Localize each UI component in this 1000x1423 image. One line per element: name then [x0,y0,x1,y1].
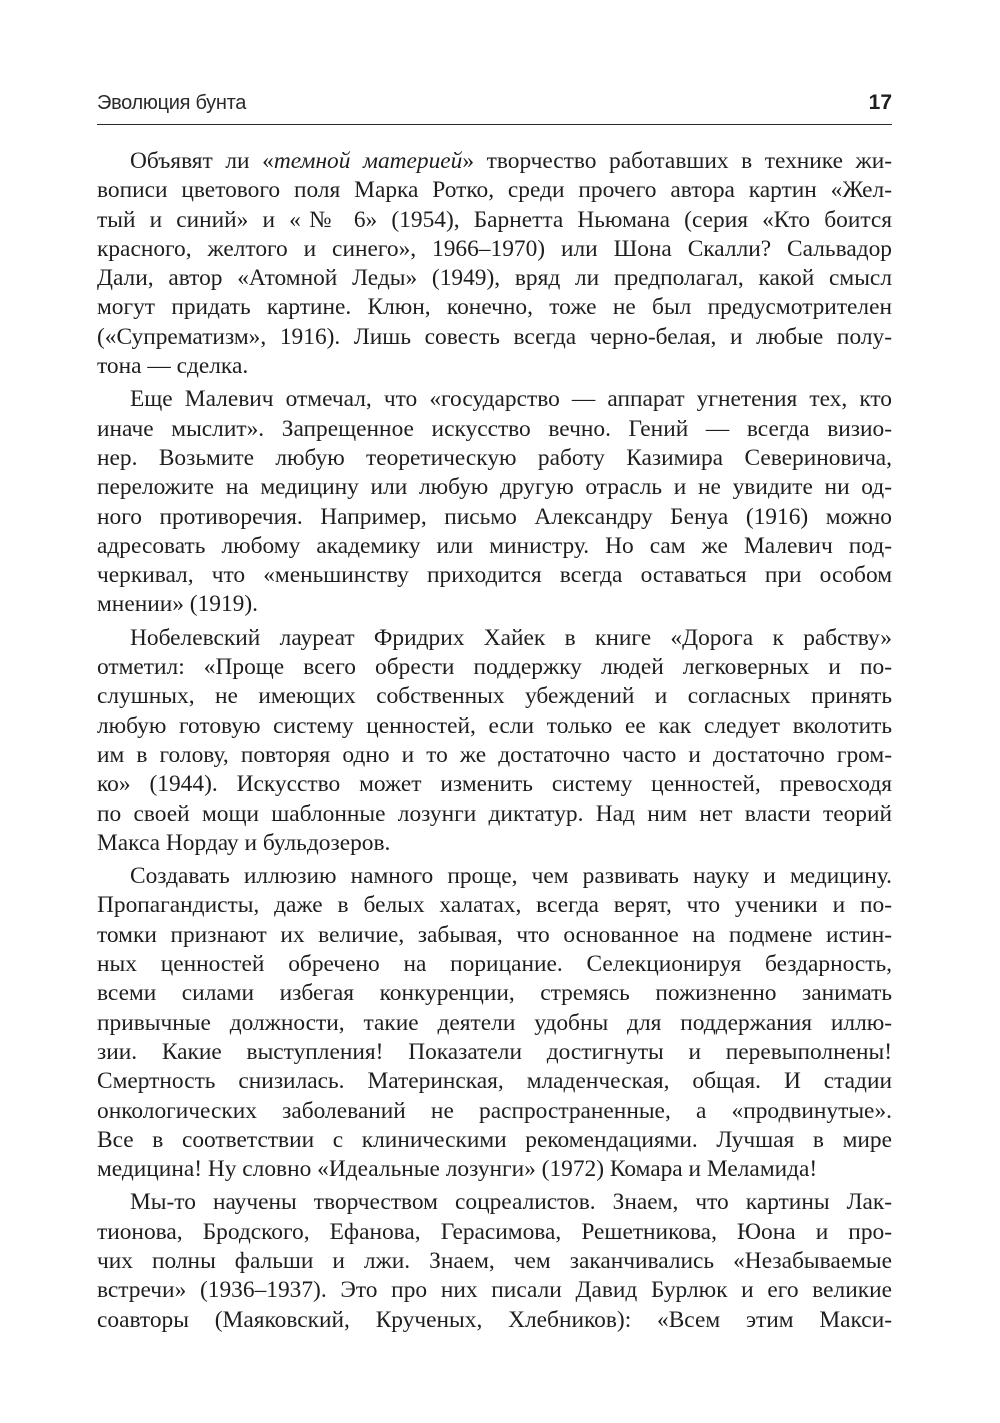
text-line: мнении» (1919). [97,591,259,618]
text-line: слушных, не имеющих собственных убеждений и согласных принять [97,683,892,710]
text-line: адресовать любому академику или министру. Но сам же Малевич под- [97,532,892,559]
text-line: привычные должности, такие деятели удобны для поддержания иллю- [97,1009,892,1036]
text-line: Пропагандисты, даже в белых халатах, всегда верят, что ученики и по- [97,892,892,919]
text-line: красного, желтого и синего», 1966–1970) или Шона Скалли? Сальвадор [97,235,892,262]
text-line: нер. Возьмите любую теоретическую работу Казимира Севериновича, [97,444,892,471]
text-line: иначе мыслит». Запрещенное искусство вечно. Гений — всегда визио- [97,415,892,442]
text-line: Объявят ли «темной материей» творчество работавших в технике жи- [130,148,892,174]
italic-phrase: темной материей [273,148,463,174]
paragraph [97,1188,892,1334]
text-line: тионова, Бродского, Ефанова, Герасимова, Решетникова, Юона и про- [97,1218,892,1245]
text-line: всеми силами избегая конкуренции, стремясь пожизненно занимать [97,980,892,1007]
page-number: 17 [868,91,892,114]
text-line: им в голову, повторяя одно и то же достаточно часто и достаточно гром- [97,741,892,768]
text-line: Все в соответствии с клиническими рекомендациями. Лучшая в мире [97,1126,892,1153]
running-header [97,92,892,125]
text-line: отметил: «Проще всего обрести поддержку людей легковерных и по- [97,654,892,681]
text-line: Дали, автор «Атомной Леды» (1949), вряд ли предполагал, какой смысл [97,265,892,292]
text-line: томки признают их величие, забывая, что основанное на подмене истин- [97,921,892,948]
text-line: тона — сделка. [97,353,249,380]
text-line: вописи цветового поля Марка Ротко, среди прочего автора картин «Жел- [97,177,892,204]
text-line: Еще Малевич отмечал, что «государство — аппарат угнетения тех, кто [130,386,892,413]
text-line: черкивал, что «меньшинству приходится всегда оставаться при особом [97,562,892,589]
text-line: зии. Какие выступления! Показатели достигнуты и перевыполнены! [97,1038,892,1065]
paragraph [97,862,892,1184]
text-line: встречи» (1936–1937). Это про них писали Давид Бурлюк и его великие [97,1277,892,1304]
text-line: Смертность снизилась. Материнская, младенческая, общая. И стадии [97,1068,892,1095]
paragraph [97,385,892,619]
text-line: ных ценностей обречено на порицание. Селекционируя бездарность, [97,951,892,978]
text-line: любую готовую систему ценностей, если только ее как следует вколотить [97,712,892,739]
paragraph [97,624,892,858]
text-line: могут придать картине. Клюн, конечно, тоже не был предусмотрителен [97,294,892,321]
paragraph [97,147,892,381]
text-line: ного противоречия. Например, письмо Александру Бенуа (1916) можно [97,503,892,530]
text-line: чих полны фальши и лжи. Знаем, чем заканчивались «Незабываемые [97,1247,892,1274]
text-line: Создавать иллюзию намного проще, чем развивать науку и медицину. [130,863,892,890]
text-line: Мы-то научены творчеством соцреалистов. Знаем, что картины Лак- [130,1189,892,1216]
text-line: медицина! Ну словно «Идеальные лозунги» (1972) Комара и Меламида! [97,1156,818,1183]
running-title: Эволюция бунта [97,92,247,114]
text-line: ко» (1944). Искусство может изменить систему ценностей, превосходя [97,771,892,798]
text-line: Макса Нордау и бульдозеров. [97,829,391,856]
text-line: соавторы (Маяковский, Крученых, Хлебников): «Всем этим Макси- [97,1306,892,1333]
text-line: («Супрематизм», 1916). Лишь совесть всегда черно-белая, и любые полу- [97,323,892,350]
text-line: тый и синий» и «№ 6» (1954), Барнетта Ньюмана (серия «Кто боится [97,206,892,233]
text-line: переложите на медицину или любую другую отрасль и не увидите ни од- [97,474,892,501]
text-line: онкологических заболеваний не распространенные, а «продвинутые». [97,1097,892,1124]
body-text [97,147,892,1335]
text-line: по своей мощи шаблонные лозунги диктатур. Над ним нет власти теорий [97,800,892,827]
text-line: Нобелевский лауреат Фридрих Хайек в книге «Дорога к рабству» [130,624,892,651]
